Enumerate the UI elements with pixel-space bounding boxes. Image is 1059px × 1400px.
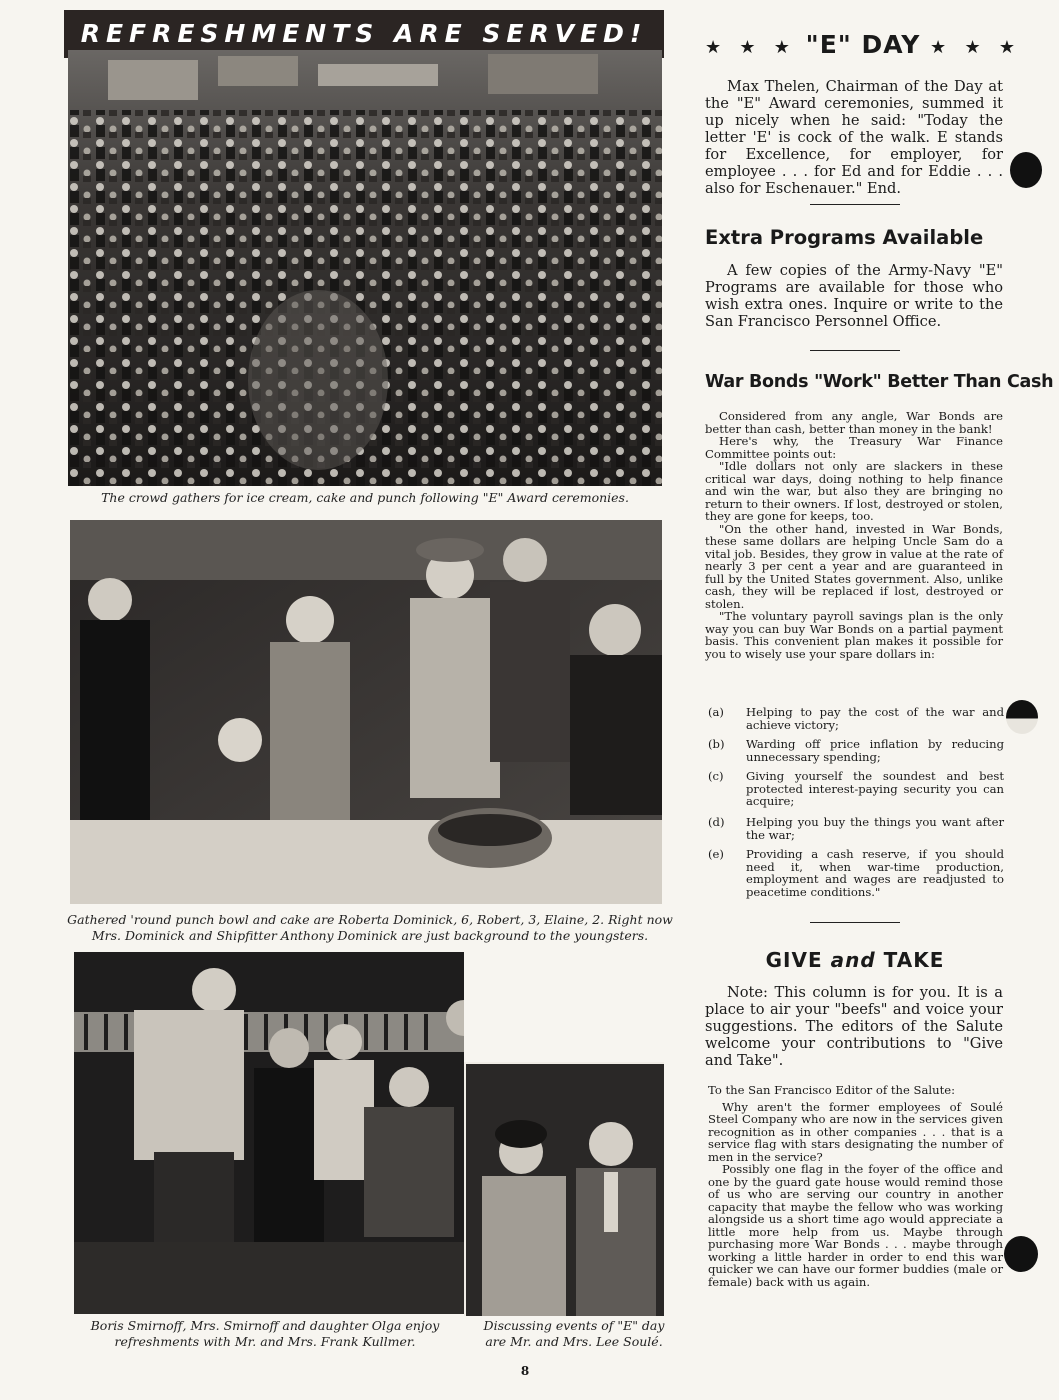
stars-left-icon: ★ ★ ★ — [705, 37, 796, 58]
bonds-paragraph: Here's why, the Treasury War Finance Committee points out: — [705, 434, 1003, 461]
list-text: Providing a cash reserve, if you should need it, when war-time production, employment and wages are readjusted to peacetime conditions." — [746, 847, 1004, 899]
photo-crowd — [68, 50, 662, 486]
bonds-paragraph: "The voluntary payroll savings plan is the only way you can buy War Bonds on a partial payment basis. This convenient plan makes it possible for you to wisely use your spare dollars in: — [705, 609, 1003, 661]
binder-hole-icon — [1010, 152, 1042, 188]
war-bonds-body — [705, 410, 1003, 660]
extra-programs-title: Extra Programs Available — [705, 226, 984, 249]
caption-punch-bowl: Gathered 'round punch bowl and cake are Roberta Dominick, 6, Robert, 3, Elaine, 2. Right now Mrs. Dominick and Shipfitter Anthony Dominick are just background to the youngsters. — [67, 912, 673, 943]
section-banner: REFRESHMENTS ARE SERVED! — [64, 10, 664, 58]
list-text: Helping to pay the cost of the war and achieve victory; — [746, 705, 1004, 732]
divider-1 — [810, 204, 900, 205]
give-word: GIVE — [765, 948, 823, 972]
list-label: (a) — [708, 705, 724, 719]
caption-crowd: The crowd gathers for ice cream, cake and punch following "E" Award ceremonies. — [101, 490, 629, 505]
war-bonds-title: War Bonds "Work" Better Than Cash — [705, 372, 1054, 392]
letter-paragraph: Possibly one flag in the foyer of the office and one by the guard gate house would remind those of us who are serving our country in another capacity that maybe the fellow who was working alongside us a short time ago would appreciate a little more help from us. Maybe through purchasing more War Bonds . . . maybe through working a little harder in order to end this war quicker we can have our former buddies (male or female) back with us again. — [708, 1162, 1003, 1289]
photo-soule — [464, 1062, 664, 1316]
list-label: (d) — [708, 815, 725, 829]
eday-title: "E" DAY — [805, 30, 921, 59]
and-word: and — [830, 948, 876, 972]
eday-body: Max Thelen, Chairman of the Day at the "E" Award ceremonies, summed it up nicely when he said: "Today the letter 'E' is cock of the walk. E stands for Excellence, for employer, for employee . . . for Ed and for Eddie . . . also for Eschenauer." End. — [705, 78, 1003, 197]
caption-smirnoff: Boris Smirnoff, Mrs. Smirnoff and daughter Olga enjoy refreshments with Mr. and Mrs. Frank Kullmer. — [90, 1318, 440, 1349]
list-text: Warding off price inflation by reducing unnecessary spending; — [746, 737, 1004, 764]
give-take-letter — [708, 1084, 1003, 1288]
extra-programs-body: A few copies of the Army-Navy "E" Programs are available for those who wish extra ones. Inquire or write to the San Francisco Personnel Office. — [705, 262, 1003, 330]
give-take-note: Note: This column is for you. It is a place to air your "beefs" and voice your suggestions. The editors of the Salute welcome your contributions to "Give and Take". — [705, 984, 1003, 1069]
bonds-paragraph: "Idle dollars not only are slackers in these critical war days, doing nothing to help finance and win the war, but also they are bringing no return to their owners. If lost, destroyed or stolen, they are gone for keeps, too. — [705, 459, 1003, 523]
bonds-paragraph: "On the other hand, invested in War Bonds, these same dollars are helping Uncle Sam do a vital job. Besides, they grow in value at the rate of nearly 3 per cent a year and are guaranteed in full by the United States government. Also, unlike cash, they will be replaced if lost, destroyed or stolen. — [705, 521, 1003, 611]
list-label: (e) — [708, 847, 724, 861]
take-word: TAKE — [883, 948, 945, 972]
photo-smirnoff-group — [74, 952, 464, 1314]
binder-hole-icon — [1006, 700, 1038, 734]
bonds-paragraph: Considered from any angle, War Bonds are better than cash, better than money in the bank! — [705, 409, 1003, 436]
eday-heading — [705, 30, 1021, 59]
letter-paragraph: Why aren't the former employees of Soulé Steel Company who are now in the services given recognition as in other companies . . . that is a service flag with stars designating the number of men in the service? — [708, 1099, 1003, 1164]
photo-punch-bowl — [70, 520, 662, 904]
page-number: 8 — [520, 1364, 530, 1378]
divider-2 — [810, 350, 900, 351]
list-text: Giving yourself the soundest and best protected interest-paying security you can acquire; — [746, 769, 1004, 808]
list-text: Helping you buy the things you want after the war; — [746, 815, 1004, 842]
give-take-title — [705, 948, 1005, 972]
binder-hole-icon — [1004, 1236, 1038, 1272]
list-label: (c) — [708, 769, 724, 783]
list-label: (b) — [708, 737, 725, 751]
divider-3 — [810, 922, 900, 923]
salutation: To the San Francisco Editor of the Salute: — [708, 1083, 955, 1097]
caption-soule: Discussing events of "E" day are Mr. and Mrs. Lee Soulé. — [483, 1318, 665, 1349]
stars-right-icon: ★ ★ ★ — [930, 37, 1021, 58]
